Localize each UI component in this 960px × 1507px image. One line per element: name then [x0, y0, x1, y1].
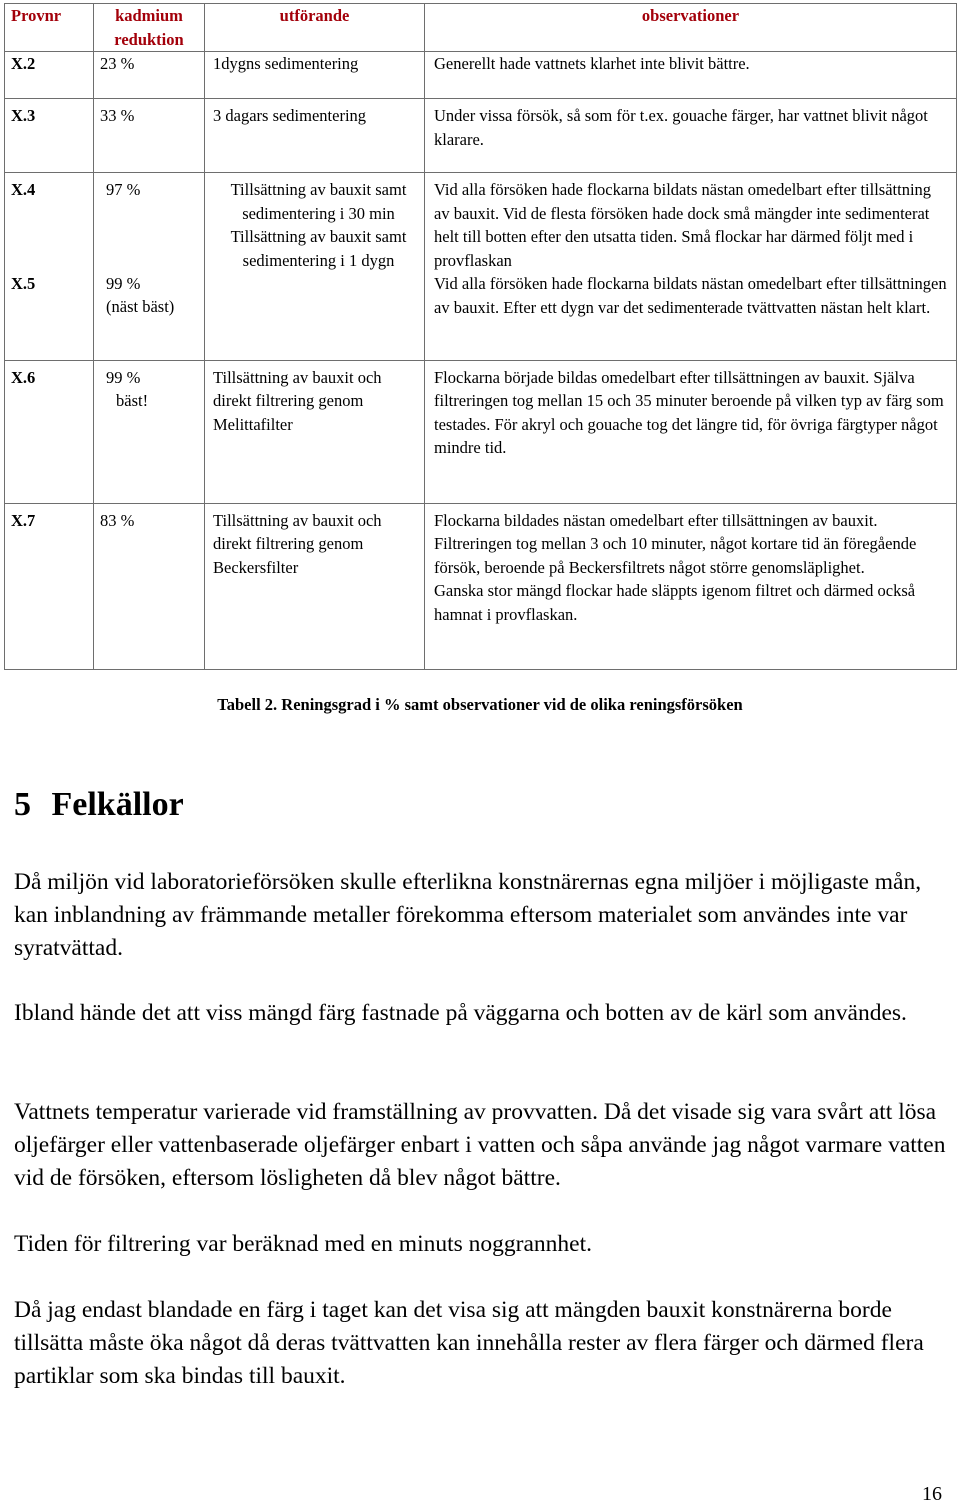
cell-observationer — [425, 503, 957, 669]
header-reduktion: reduktion — [114, 29, 184, 49]
cell-provnr: X.6 — [5, 360, 94, 503]
section-number: 5 — [14, 786, 31, 823]
table-row — [5, 503, 957, 669]
cell-kadmium: 23 % — [94, 52, 205, 99]
table-header-row — [5, 4, 957, 52]
cell-kadmium: 33 % — [94, 99, 205, 173]
kadmium-x4: 97 % — [106, 180, 141, 200]
kadmium-note-x5: (näst bäst) — [106, 297, 175, 317]
cell-kadmium — [94, 360, 205, 503]
kadmium-note-x6: bäst! — [116, 391, 149, 410]
header-utforande: utförande — [205, 4, 425, 52]
cell-observationer — [425, 173, 957, 360]
kadmium-x5: 99 % — [106, 273, 141, 293]
table-caption: Tabell 2. Reningsgrad i % samt observationer vid de olika reningsförsöken — [217, 695, 743, 714]
provnr-x5: X.5 — [11, 273, 36, 293]
table-row — [5, 360, 957, 503]
observationer-x5: Vid alla försöken hade flockarna bildats nästan omedelbart efter tillsättningen av bauxit. Efter ett dygn var det sedimenterade tvättvatten nästan helt klart. — [434, 274, 947, 317]
paragraph: Ibland hände det att viss mängd färg fastnade på väggarna och botten av de kärl som användes. — [14, 1000, 907, 1026]
provnr-x4: X.4 — [11, 180, 36, 200]
table-row — [5, 52, 957, 99]
table-row — [5, 99, 957, 173]
section-heading — [14, 786, 184, 824]
cell-observationer: Generellt hade vattnets klarhet inte blivit bättre. — [425, 52, 957, 99]
cell-observationer: Under vissa försök, så som för t.ex. gouache färger, har vattnet blivit något klarare. — [425, 99, 957, 173]
header-kadmium-reduktion — [94, 4, 205, 52]
cell-kadmium — [94, 173, 205, 360]
observationer-x7: Flockarna bildades nästan omedelbart efter tillsättningen av bauxit. Filtreringen tog mellan 3 och 10 minuter, något kortare tid än föregående försök, beroende på Beckersfiltrets något större genomsläplighet. — [434, 510, 917, 577]
section-title: Felkällor — [51, 786, 184, 823]
observationer-x7-extra: Ganska stor mängd flockar hade släppts igenom filtret och därmed också hamnat i provflaskan. — [434, 581, 916, 624]
cell-provnr: X.7 — [5, 503, 94, 669]
cell-utforande: Tillsättning av bauxit och direkt filtrering genom Beckersfilter — [205, 503, 425, 669]
paragraph: Vattnets temperatur varierade vid framställning av provvatten. Då det visade sig vara svårt att lösa oljefärger eller vattenbaserade oljefärger enbart i vatten och såpa använde jag något varmare vatten vid de försöken, eftersom lösligheten då blev något bättre. — [14, 1099, 946, 1191]
cell-observationer: Flockarna började bildas omedelbart efter tillsättningen av bauxit. Själva filtreringen tog mellan 15 och 35 minuter beroende på vilken typ av färg som testades. För akryl och gouache tog det längre tid, för övriga färgtyper något mindre tid. — [425, 360, 957, 503]
paragraph: Då miljön vid laboratorieförsöken skulle efterlikna konstnärernas egna miljöer i möjligaste mån, kan inblandning av främmande metaller förekomma eftersom materialet som användes inte var syratvättad. — [14, 869, 922, 961]
header-provnr: Provnr — [5, 4, 94, 52]
cell-provnr: X.3 — [5, 99, 94, 173]
utforande-x5: Tillsättning av bauxit samt sedimentering i 1 dygn — [230, 227, 407, 270]
cell-utforande: Tillsättning av bauxit och direkt filtrering genom Melittafilter — [205, 360, 425, 503]
cell-utforande — [205, 173, 425, 360]
cell-utforande: 1dygns sedimentering — [205, 52, 425, 99]
header-observationer: observationer — [425, 4, 957, 52]
kadmium-x6: 99 % — [106, 367, 141, 387]
observationer-x4: Vid alla försöken hade flockarna bildats nästan omedelbart efter tillsättning av bauxit. Vid de flesta försöken hade dock små mängder inte sedimenterat helt till botten efter den utsatta tiden. Små flockar har därmed följt med i provflaskan — [434, 180, 932, 270]
cell-utforande: 3 dagars sedimentering — [205, 99, 425, 173]
cell-provnr — [5, 173, 94, 360]
table-row — [5, 173, 957, 360]
cell-provnr: X.2 — [5, 52, 94, 99]
cell-kadmium: 83 % — [94, 503, 205, 669]
results-table — [4, 3, 957, 670]
header-kadmium: kadmium — [115, 6, 183, 25]
paragraph: Då jag endast blandade en färg i taget kan det visa sig att mängden bauxit konstnärerna borde tillsätta måste öka något då deras tvättvatten kan innehålla rester av flera färger och därmed flera partiklar som ska bindas till bauxit. — [14, 1297, 924, 1389]
paragraph: Tiden för filtrering var beräknad med en minuts noggrannhet. — [14, 1231, 592, 1257]
page-number: 16 — [922, 1483, 942, 1505]
utforande-x4: Tillsättning av bauxit samt sedimentering i 30 min — [230, 180, 407, 223]
